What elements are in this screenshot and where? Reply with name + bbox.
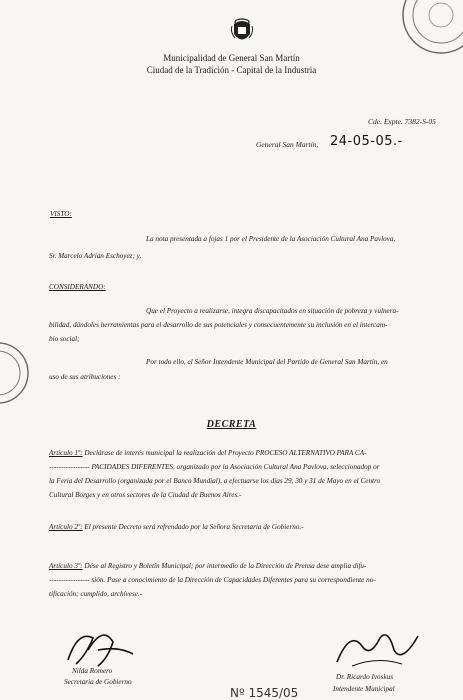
considerando-line-1: Que el Proyecto a realizarse, integra discapacitados en situación de pobreza y vulnera- (146, 307, 399, 315)
art1-line-2 (49, 462, 380, 472)
handwritten-date: 24-05-05.- (330, 134, 403, 149)
left-signer-name: Nilda Romero (72, 667, 113, 675)
art3-text-1: Dése al Registro y Boletín Municipal; por intermedio de la Dirección de Prensa dese amplia difu- (84, 562, 367, 570)
expediente-number: Cde. Expte. 7382-S-05 (368, 117, 436, 126)
municipal-crest-icon (230, 16, 254, 46)
considerando-line-4: Por todo ello, el Señor Intendente Municipal del Partido de General San Martín, en (146, 358, 388, 366)
right-signer-title: Intendente Municipal (333, 685, 395, 693)
left-signer-title: Secretaria de Gobierno (64, 678, 132, 686)
signature-left (58, 620, 138, 672)
date-place: General San Martín, (256, 140, 319, 149)
header-motto: Ciudad de la Tradición - Capital de la Industria (146, 65, 317, 75)
art3-line-3: tificación; cumplido, archívese.- (49, 590, 143, 598)
art3-line-1 (49, 561, 366, 571)
official-seal-stamp (396, 0, 463, 56)
art1-dashes: ----------------- (49, 463, 90, 471)
side-seal-stamp (0, 338, 30, 408)
art3-text-2: sión. Pase a conocimiento de la Dirección de Capacidades Diferentes para su correspondiente no- (91, 576, 376, 584)
considerando-line-5: uso de sus atribuciones : (49, 373, 121, 381)
visto-line-2: Sr. Marcelo Adrian Eschoyez; y, (49, 252, 142, 260)
considerando-label: CONSIDERANDO: (49, 283, 106, 291)
art1-label: Artículo 1º: (49, 449, 83, 457)
header-municipality: Municipalidad de General San Martín (163, 53, 300, 63)
signature-right (332, 626, 422, 670)
art1-line-1 (49, 448, 366, 458)
art3-dashes: ----------------- (49, 576, 90, 584)
art1-text-1: Declárase de interés municipal la realización del Proyecto PROCESO ALTERNATIVO PARA CA- (84, 449, 367, 457)
art2-label: Artículo 2º: (49, 523, 83, 531)
considerando-line-2: bilidad, dándoles herramientas para el desarrollo de sus potenciales y consecuentemente su inclusión en el intercam- (49, 321, 388, 329)
handwritten-decree-number: Nº 1545/05 (230, 686, 299, 700)
art1-text-2: PACIDADES DIFERENTES, organizado por la Asociación Cultural Ana Pavlova, seleccionadop or (91, 463, 380, 471)
right-signer-name: Dr. Ricardo Ivoskus (336, 673, 394, 681)
art2-text: El presente Decreto será refrendado por la Señora Secretaria de Gobierno.- (84, 523, 304, 531)
visto-label: VISTO: (50, 210, 72, 218)
visto-line-1: La nota presentada a fojas 1 por el Presidente de la Asociación Cultural Ana Pavlova, (146, 235, 396, 243)
art3-label: Artículo 3º: (49, 562, 83, 570)
art1-line-3: la Feria del Desarrollo (organizada por el Banco Mundial), a efectuarse los días 29, 30 y 31 de Mayo en el Centro (49, 477, 381, 485)
decreta-heading: DECRETA (206, 419, 257, 430)
art3-line-2 (49, 575, 376, 585)
considerando-line-3: bio social; (49, 335, 80, 343)
art2-line (49, 522, 304, 532)
art1-line-4: Cultural Borges y en otros sectores de la Ciudad de Buenos Aires.- (49, 491, 242, 499)
